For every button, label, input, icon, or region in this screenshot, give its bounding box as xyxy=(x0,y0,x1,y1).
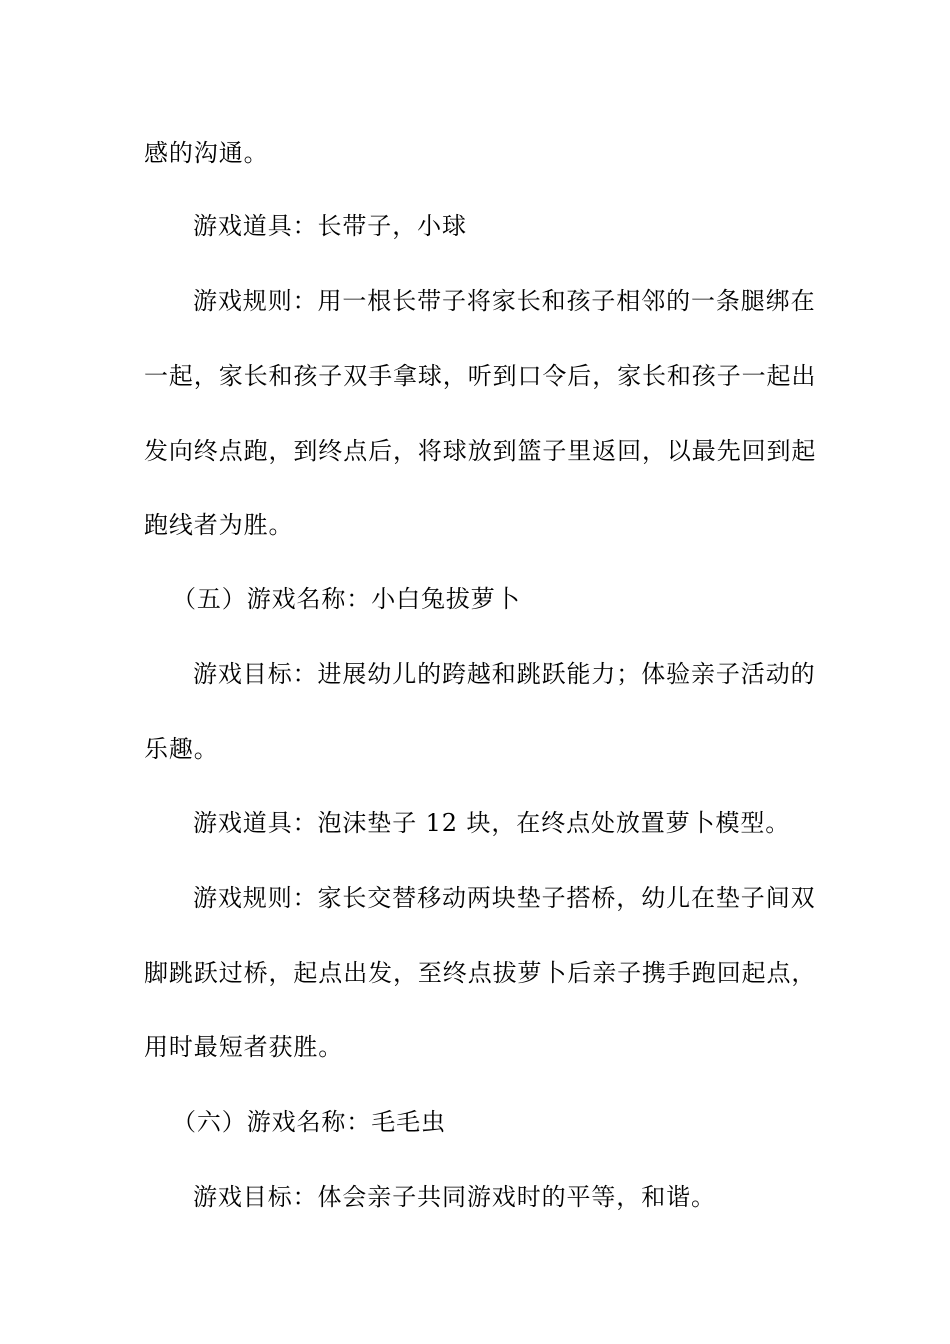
game-rules-line: 一起，家长和孩子双手拿球，听到口令后，家长和孩子一起出 xyxy=(144,362,817,390)
game-goal-line: 乐趣。 xyxy=(144,735,219,763)
game-rules-line: 脚跳跃过桥，起点出发，至终点拔萝卜后亲子携手跑回起点， xyxy=(144,959,817,987)
game-rules-line: 游戏规则：家长交替移动两块垫子搭桥，幼儿在垫子间双 xyxy=(193,884,816,912)
game-goal-line: 游戏目标：进展幼儿的跨越和跳跃能力；体验亲子活动的 xyxy=(193,660,816,688)
game-props-line: 游戏道具：泡沫垫子 12 块，在终点处放置萝卜模型。 xyxy=(193,809,791,837)
game-rules-line: 用时最短者获胜。 xyxy=(144,1033,344,1061)
game-props-line: 游戏道具：长带子，小球 xyxy=(193,212,467,240)
game-goal-line: 游戏目标：体会亲子共同游戏时的平等，和谐。 xyxy=(193,1183,716,1211)
paragraph-continuation: 感的沟通。 xyxy=(144,139,269,167)
game-rules-line: 发向终点跑，到终点后，将球放到篮子里返回，以最先回到起 xyxy=(144,437,817,465)
section-heading-5: （五）游戏名称：小白兔拔萝卜 xyxy=(172,585,521,613)
game-rules-line: 游戏规则：用一根长带子将家长和孩子相邻的一条腿绑在 xyxy=(193,287,816,315)
section-heading-6: （六）游戏名称：毛毛虫 xyxy=(172,1108,446,1136)
game-rules-line: 跑线者为胜。 xyxy=(144,511,294,539)
